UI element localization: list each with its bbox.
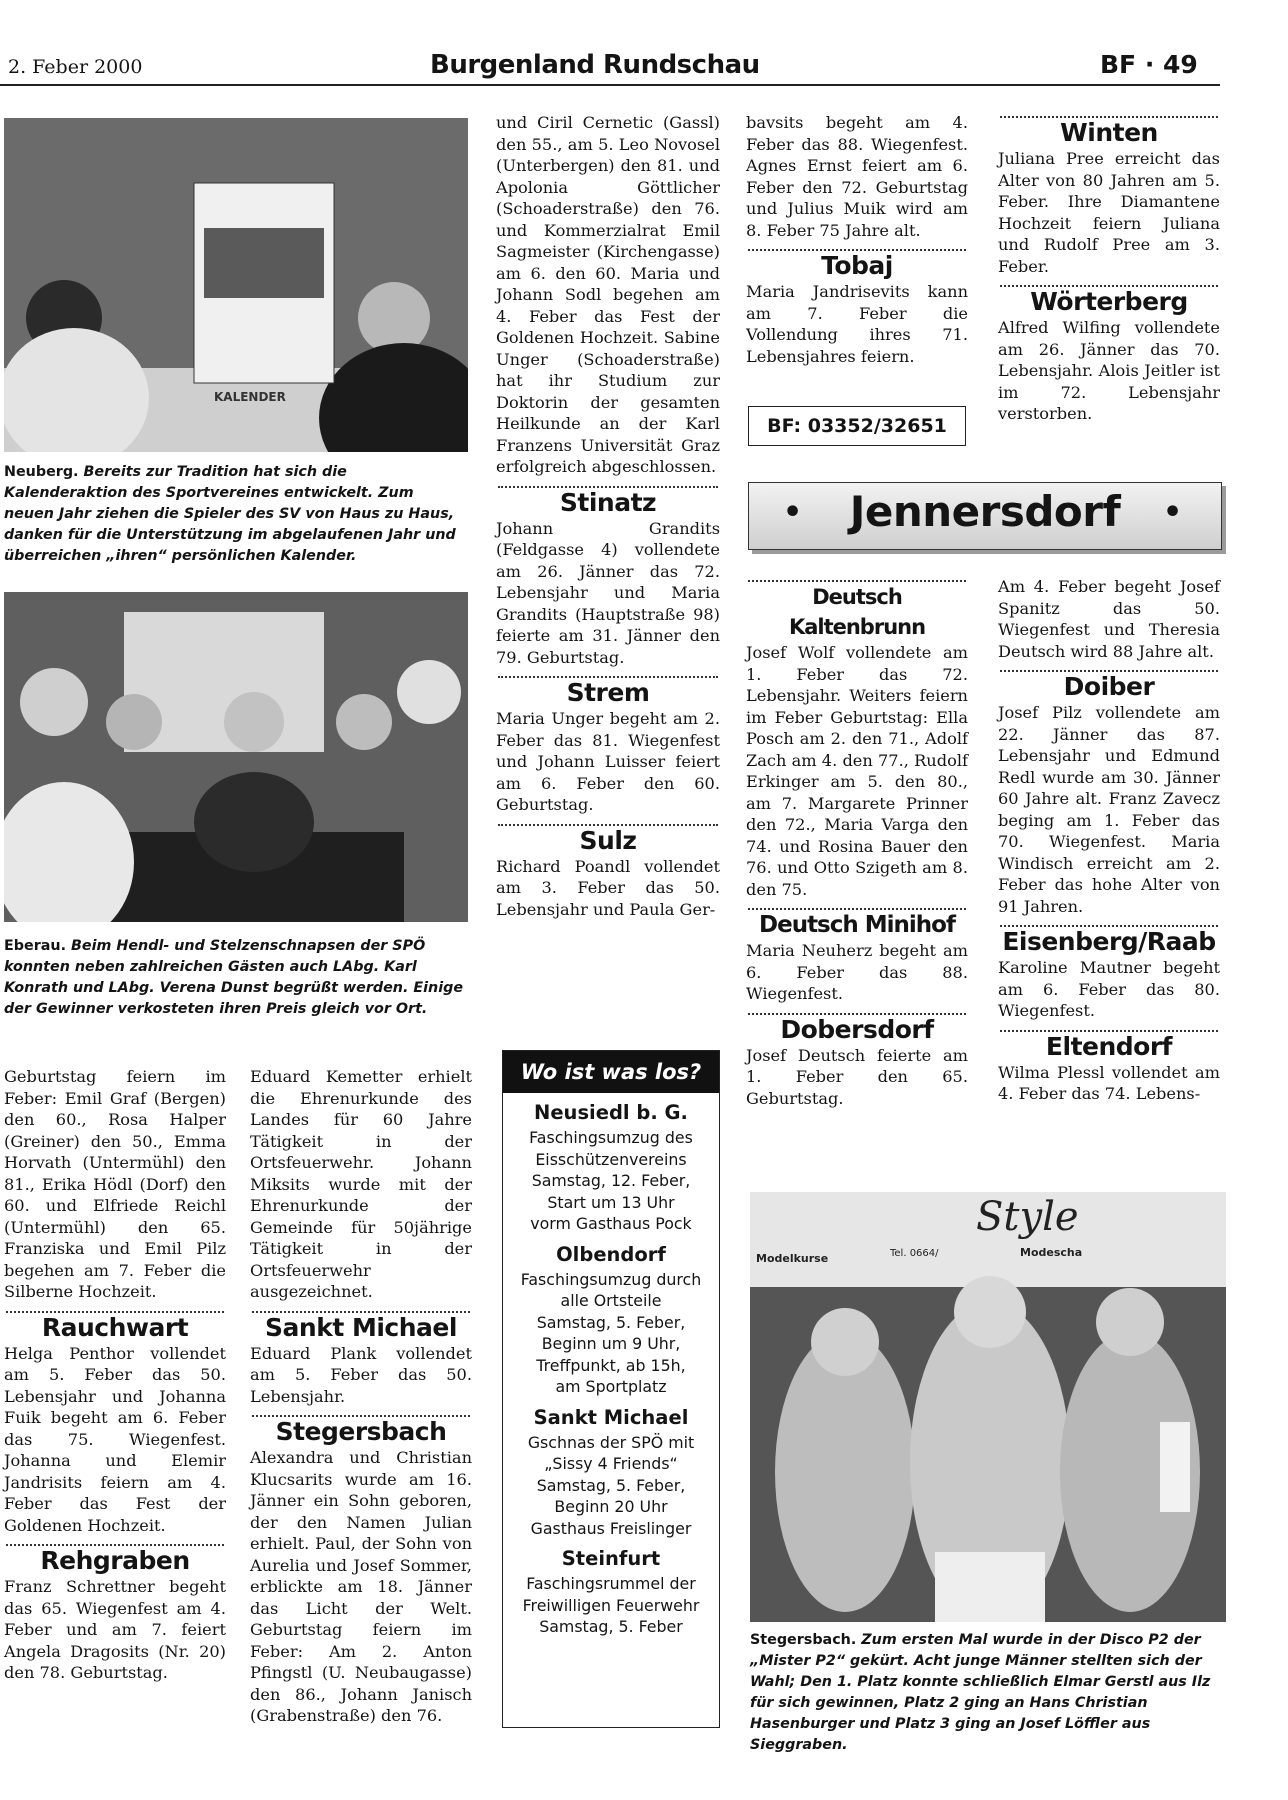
banner-dot-right: • <box>1163 495 1183 530</box>
stegersbach-caption <box>750 1630 1226 1756</box>
eberau-caption-place: Eberau. <box>4 938 67 954</box>
event-line: Faschingsrummel der <box>526 1574 696 1593</box>
header-date: 2. Feber 2000 <box>8 56 143 78</box>
column-e-bottom <box>998 576 1220 1105</box>
sign-right: Modescha <box>1020 1246 1083 1259</box>
stinatz-heading: Stinatz <box>559 487 657 517</box>
event-line: Beginn 20 Uhr <box>554 1497 668 1516</box>
neuberg-caption <box>4 462 468 567</box>
eberau-caption <box>4 936 468 1020</box>
sankt-michael-heading: Sankt Michael <box>265 1312 457 1342</box>
deutsch-kaltenbrunn-text: Josef Wolf vollendete am 1. Feber das 72. Lebensjahr. Weiters feiern im Feber Geburtstag: Ella Posch am 2. den 71., Adolf Zach am 4. den 77., Rudolf Erkinger am 5. den 80., am 7. Margarete Prinner den 72., Maria Varga den 74. und Rosina Bauer den 76. und Otto Szigeth am 8. den 75. <box>746 643 968 899</box>
dobersdorf-text: Josef Deutsch feierte am 1. Feber den 65. Geburtstag. <box>746 1045 968 1108</box>
stegersbach-caption-text: Zum ersten Mal wurde in der Disco P2 der „Mister P2“ gekürt. Acht junge Männer stellten sich der Wahl; Den 1. Platz konnte schließlich Elmar Gerstl aus Ilz für sich gewinnen, Platz 2 ging an Hans Christian Hasenburger und Platz 3 ging an Josef Löffler aus Sieggraben. <box>750 1632 1211 1753</box>
banner-title: Jennersdorf <box>849 487 1121 536</box>
sign-style: Style <box>976 1194 1079 1240</box>
sign-tel: Tel. 0664/ <box>890 1248 939 1259</box>
region-banner <box>748 482 1222 550</box>
tobaj-text: Maria Jandrisevits kann am 7. Feber die Vollendung ihres 71. Lebensjahres feiern. <box>746 282 968 366</box>
event-line: Samstag, 12. Feber, <box>531 1171 691 1190</box>
events-box <box>502 1050 720 1728</box>
column-c <box>496 112 720 920</box>
events-box-title: Wo ist was los? <box>503 1051 719 1093</box>
deutsch-kaltenbrunn-heading: Deutsch Kaltenbrunn <box>788 585 926 639</box>
column-e-top <box>998 112 1220 425</box>
sulz-text: Richard Poandl vollendet am 3. Feber das 50. Lebensjahr und Paula Ger- <box>496 856 720 919</box>
strem-heading: Strem <box>566 678 650 707</box>
phone-box: BF: 03352/32651 <box>748 406 966 446</box>
event-place: Neusiedl b. G. <box>534 1101 688 1124</box>
eisenberg-heading: Eisenberg/Raab <box>1002 927 1216 956</box>
header-rule <box>0 84 1220 86</box>
deutsch-minihof-heading: Deutsch Minihof <box>759 912 955 938</box>
col-a-bottom-text: Geburtstag feiern im Feber: Emil Graf (Bergen) den 60., Rosa Halper (Greiner) den 50., Emma Horvath (Untermühl) den 81., Erika Hödl (Dorf) den 60. und Elfriede Reichl (Untermühl) den 65. Franziska und Emil Pilz begehen am 7. Feber die Silberne Hochzeit. <box>4 1067 226 1301</box>
events-list <box>503 1093 719 1638</box>
page-header <box>0 48 1220 88</box>
banner-dot-left: • <box>783 495 803 530</box>
sankt-michael-text: Eduard Plank vollendet am 5. Feber das 50. Lebensjahr. <box>250 1343 472 1406</box>
stegersbach-text: Alexandra und Christian Klucsarits wurde am 16. Jänner ein Sohn geboren, der den Namen Julian erhielt. Paul, der Sohn von Aurelia und Josef Sommer, erblickte am 18. Jänner das Licht der Welt. Geburtstag feiern im Feber: Am 2. Anton Pfingstl (U. Neubaugasse) den 86., Johann Janisch (Grabenstraße) den 76. <box>250 1448 472 1725</box>
event-line: Gasthaus Freislinger <box>530 1518 692 1538</box>
event-line: Gschnas der SPÖ mit <box>527 1432 695 1452</box>
dobersdorf-heading: Dobersdorf <box>780 1014 934 1044</box>
event-item <box>503 1404 719 1540</box>
event-line: Treffpunkt, ab 15h, <box>536 1355 686 1375</box>
event-line: Freiwilligen Feuerwehr <box>522 1595 700 1615</box>
stinatz-text: Johann Grandits (Feldgasse 4) vollendete am 26. Jänner das 72. Lebensjahr und Maria Grandits (Hauptstraße 98) feierte am 31. Jänner den 79. Geburtstag. <box>496 518 720 667</box>
col-d-top-text: bavsits begeht am 4. Feber das 88. Wiegenfest. Agnes Ernst feiert am 6. Feber den 72. Geburtstag und Julius Muik wird am 8. Feber 75 Jahre alt. <box>746 113 968 240</box>
stegersbach-photo <box>750 1192 1226 1622</box>
woerterberg-text: Alfred Wilfing vollendete am 26. Jänner das 70. Lebensjahr. Alois Jeitler ist im 72. Lebensjahr verstorben. <box>998 318 1220 423</box>
woerterberg-heading: Wörterberg <box>1030 287 1188 316</box>
event-line: „Sissy 4 Friends“ <box>544 1454 678 1473</box>
event-line: alle Ortsteile <box>560 1291 662 1310</box>
col-b-bottom-text: Eduard Kemetter erhielt die Ehrenurkunde des Landes für 60 Jahre Tätigkeit in der Ortsfeuerwehr. Johann Miksits wurde mit der Ehrenurkunde der Gemeinde für 50jährige Tätigkeit in der Ortsfeuerwehr ausgezeichnet. <box>250 1067 472 1301</box>
eltendorf-text: Wilma Plessl vollendet am 4. Feber das 74. Lebens- <box>998 1062 1220 1103</box>
eltendorf-heading: Eltendorf <box>1045 1031 1173 1061</box>
deutsch-minihof-text: Maria Neuherz begeht am 6. Feber das 88. Wiegenfest. <box>746 941 968 1003</box>
event-item <box>503 1241 719 1398</box>
rauchwart-heading: Rauchwart <box>41 1312 189 1342</box>
sign-left: Modelkurse <box>756 1252 829 1265</box>
column-a-bottom <box>4 1066 226 1684</box>
col-f-top-text: Am 4. Feber begeht Josef Spanitz das 50. Wiegenfest und Theresia Deutsch wird 88 Jahre alt. <box>998 577 1220 661</box>
sulz-heading: Sulz <box>579 825 637 855</box>
event-line: Beginn um 9 Uhr, <box>541 1334 681 1353</box>
event-line: Samstag, 5. Feber, <box>536 1475 686 1495</box>
event-line: Eisschützenvereins <box>535 1149 687 1169</box>
event-line: Start um 13 Uhr <box>547 1192 675 1212</box>
event-line: Faschingsumzug des <box>529 1128 693 1147</box>
event-item <box>503 1099 719 1235</box>
event-line: Faschingsumzug durch <box>520 1269 702 1289</box>
strem-text: Maria Unger begeht am 2. Feber das 81. Wiegenfest und Johann Luisser feiert am 6. Feber den 60. Geburtstag. <box>496 709 720 814</box>
rehgraben-heading: Rehgraben <box>40 1546 190 1575</box>
column-d-bottom <box>746 576 968 1109</box>
neuberg-caption-text: Bereits zur Tradition hat sich die Kalenderaktion des Sportvereines entwickelt. Zum neuen Jahr ziehen die Spieler des SV von Haus zu Haus, danken für die Unterstützung im abgelaufenen Jahr und überreichen „ihren“ persönlichen Kalender. <box>4 464 456 564</box>
eberau-caption-text: Beim Hendl- und Stelzenschnapsen der SPÖ konnten neben zahlreichen Gästen auch LAbg. Karl Konrath und LAbg. Verena Dunst begrüßt werden. Einige der Gewinner verkosteten ihren Preis gleich vor Ort. <box>4 938 464 1017</box>
doiber-heading: Doiber <box>1063 672 1155 701</box>
event-line: vorm Gasthaus Pock <box>530 1214 692 1233</box>
tobaj-heading: Tobaj <box>821 251 893 280</box>
eisenberg-text: Karoline Mautner begeht am 6. Feber das 80. Wiegenfest. <box>998 958 1220 1020</box>
event-line: am Sportplatz <box>555 1377 667 1396</box>
event-line: Samstag, 5. Feber, <box>536 1312 686 1332</box>
doiber-text: Josef Pilz vollendete am 22. Jänner das 87. Lebensjahr und Edmund Redl wurde am 30. Jänner 60 Jahre alt. Franz Zavecz beging am 1. Feber das 70. Wiegenfest. Maria Windisch erreicht am 2. Feber das hohe Alter von 91 Jahren. <box>998 703 1220 916</box>
event-place: Olbendorf <box>556 1242 666 1266</box>
winten-heading: Winten <box>1060 118 1158 147</box>
poster-text: KALENDER <box>214 390 286 404</box>
event-place: Steinfurt <box>561 1547 661 1570</box>
rehgraben-text: Franz Schrettner begeht das 65. Wiegenfest am 4. Feber und am 7. feiert Angela Dragosits (Nr. 20) den 78. Geburtstag. <box>4 1577 226 1682</box>
event-line: Samstag, 5. Feber <box>539 1617 683 1636</box>
stegersbach-heading: Stegersbach <box>275 1417 447 1446</box>
column-b-bottom <box>250 1066 472 1727</box>
stegersbach-caption-place: Stegersbach. <box>750 1632 857 1648</box>
neuberg-photo <box>4 118 468 452</box>
header-page-code: BF · 49 <box>1100 50 1198 79</box>
neuberg-caption-place: Neuberg. <box>4 464 79 480</box>
event-place: Sankt Michael <box>533 1405 689 1429</box>
col-c-top-text: und Ciril Cernetic (Gassl) den 55., am 5. Leo Novosel (Unterbergen) den 81. und Apolonia Göttlicher (Schoaderstraße) den 76. und Kommerzialrat Emil Sagmeister (Kirchengasse) am 6. den 60. Maria und Johann Sodl begehen am 4. Feber das Fest der Goldenen Hochzeit. Sabine Unger (Schoaderstraße) hat ihr Studium zur Doktorin der gesamten Heilkunde an der Karl Franzens Universität Graz erfolgreich abgeschlossen. <box>496 113 720 476</box>
rauchwart-text: Helga Penthor vollendet am 5. Feber das 50. Lebensjahr und Johanna Fuik begeht am 6. Feber das 75. Wiegenfest. Johanna und Elemir Jandrisits feiern am 4. Feber das Fest der Goldenen Hochzeit. <box>4 1343 226 1535</box>
winten-text: Juliana Pree erreicht das Alter von 80 Jahren am 5. Feber. Ihre Diamantene Hochzeit feiern Juliana und Rudolf Pree am 3. Feber. <box>998 149 1220 276</box>
event-item <box>503 1545 719 1638</box>
header-paper-name: Burgenland Rundschau <box>430 50 760 80</box>
column-d-top <box>746 112 968 367</box>
eberau-photo <box>4 592 468 922</box>
